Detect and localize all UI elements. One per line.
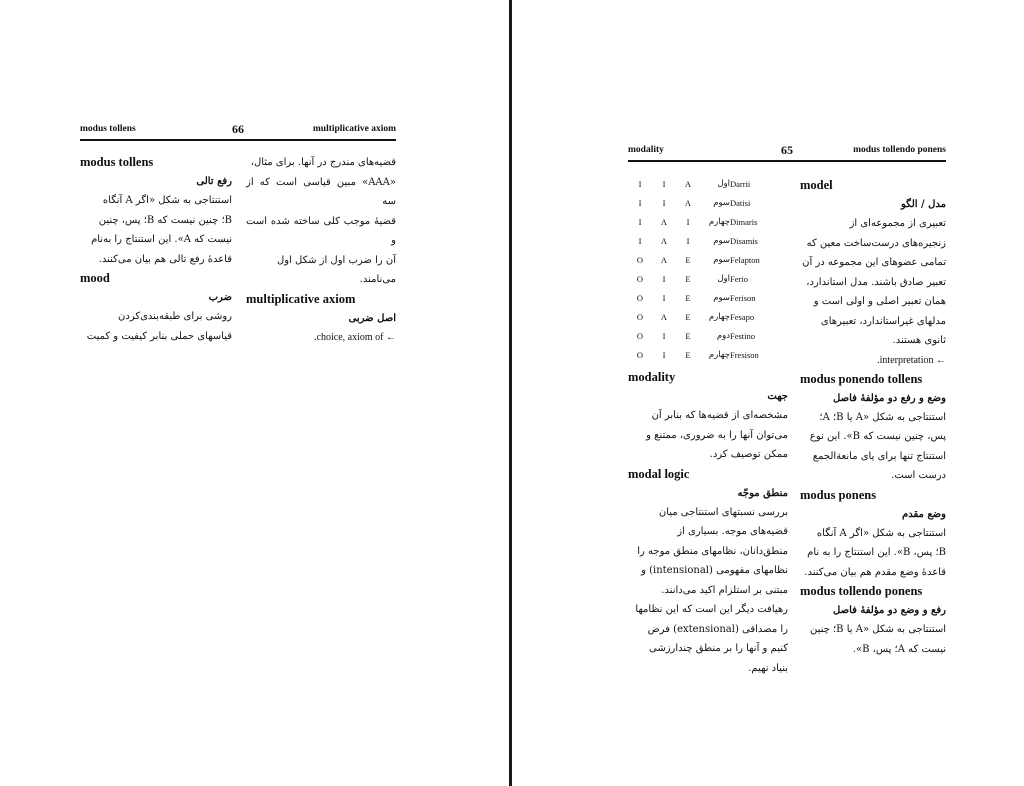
mood-name: Datisi [730,197,751,208]
definition-line: قضیه‌های موجه. بسیاری از [677,526,788,537]
mood-row [628,326,786,345]
definition-line: می‌نامند. [359,274,396,285]
definition-line: مبتنی بر استلزام اکید می‌دانند. [661,584,788,596]
mood-figure: سوم [713,254,730,265]
mood-letter-1: O [636,330,644,341]
definition-line: منطق‌دانان، نظامهای منطق موجه را [637,545,788,557]
mood-letter-1: I [638,178,642,189]
syllogism-mood-table [628,174,786,364]
entry [628,465,788,679]
mood-letter-1: I [638,216,642,227]
definition-line: قضیهٔ موجب کلی ساخته شده است و [246,215,396,246]
headword: modality [628,370,676,384]
persian-term: رفع و وضع دو مؤلفهٔ فاصل [833,605,946,616]
mood-row [628,269,786,288]
cross-reference: ← choice, axiom of. [314,331,396,343]
entry [800,176,946,370]
mood-letter-3: E [685,292,691,303]
headword: multiplicative axiom [246,291,356,306]
mood-row [628,288,786,307]
right-page-column-1 [628,172,788,678]
persian-term: منطق موجّه [737,487,788,499]
definition-line: همان تعبیر اصلی و اولی است و [813,296,946,307]
left-guide-word-first: modus tollens [80,124,136,134]
definition-line: کنیم و آنها را بر منطق چندارزشی [649,643,788,654]
mood-letter-1: I [638,235,642,246]
left-guide-word-last: multiplicative axiom [312,124,396,134]
definition-line: نظامهای مفهومی (intensional) و [641,565,788,576]
headword: modus ponendo tollens [800,371,923,386]
definition-line: استنتاجی به شکل «اگر A آنگاه [816,527,946,539]
persian-term: مدل / الگو [901,199,946,210]
mood-letter-3: E [685,330,691,341]
right-guide-word-first: modality [628,145,664,155]
entry [800,370,946,486]
mood-letter-2: I [662,273,666,284]
mood-figure: اول [717,273,730,284]
definition-line: پس، چنین نیست که B». این نوع [809,431,946,442]
mood-figure: دوم [716,330,730,341]
mood-letter-3: A [684,178,692,189]
persian-term: وضع مقدم [902,508,946,520]
mood-letter-3: I [686,216,690,227]
definition-line: نیست که A؛ پس، B». [852,643,946,655]
mood-letter-1: I [638,197,642,208]
mood-name: Dimaris [730,216,758,227]
mood-letter-2: A [660,311,668,322]
headword: modus ponens [800,487,877,502]
definition-line: زنجیره‌های درست‌ساخت معین که [806,237,946,249]
definition-line: نیست که A». این استنتاج را به‌نام [91,234,232,245]
cross-reference: ← interpretation. [877,354,946,366]
left-page-column-1 [80,153,232,347]
left-head-rule [80,139,396,141]
right-page [628,143,946,678]
persian-term: اصل ضربی [348,312,396,324]
mood-letter-3: I [686,235,690,246]
entry [800,486,946,583]
headword: mood [80,271,110,285]
definition-line: استنتاجی به شکل «A یا B؛ چنین [809,624,946,635]
mood-figure: سوم [713,197,730,208]
definition-line: تمامی عضوهای این مجموعه در آن [802,257,946,268]
headword: modal logic [628,466,690,481]
mood-name: Fesapo [730,311,755,322]
mood-letter-3: E [685,349,691,360]
definition-line: ثانوی هستند. [892,335,946,346]
definition-line: استنتاجی به شکل «اگر A آنگاه [102,195,232,206]
left-running-head [80,122,396,137]
left-page-column-2 [246,153,396,347]
definition-line: قیاسهای حملی بنابر کیفیت و کمیت [86,330,232,342]
persian-term: وضع و رفع دو مؤلفهٔ فاصل [833,392,946,404]
mood-figure: اول [717,178,730,189]
right-page-column-2 [800,172,946,678]
book-gutter [509,0,512,786]
mood-letter-3: E [685,311,691,322]
definition-line: بررسی نسبتهای استنتاجی میان [658,506,788,518]
mood-figure: سوم [713,235,730,246]
headword: modus tollendo ponens [800,584,923,598]
left-page-number: 66 [232,122,244,136]
mood-letter-1: O [636,254,644,265]
definition-line: استنتاجی به شکل «A یا B؛ A؛ [819,411,946,423]
definition-line: روشی برای طبقه‌بندی‌کردن [118,311,232,322]
right-page-number: 65 [781,143,793,157]
right-running-head [628,143,946,158]
mood-letter-3: E [685,254,691,265]
definition-line: B؛ چنین نیست که B؛ پس، چنین [98,214,232,226]
continued-definition [246,153,396,290]
mood-letter-2: I [662,349,666,360]
mood-row [628,307,786,326]
definition-line: قاعدهٔ رفع تالی هم بیان می‌کنند. [98,253,232,265]
mood-figure: چهارم [708,311,730,322]
mood-row [628,212,786,231]
left-page [80,122,396,347]
mood-figure: سوم [713,292,730,303]
entry [246,290,396,347]
mood-letter-2: A [660,254,668,265]
mood-name: Darrii [730,178,751,189]
mood-row [628,231,786,250]
mood-letter-2: I [662,330,666,341]
mood-name: Ferison [730,292,756,303]
mood-letter-2: I [662,197,666,208]
definition-line: استنتاج تنها برای یای مانعةالجمع [812,450,946,462]
definition-line: قضیه‌های مندرج در آنها. برای مثال، [250,157,396,168]
mood-letter-2: I [662,178,666,189]
definition-line: B؛ پس، B». این استنتاج را به نام [807,547,946,558]
mood-figure: چهارم [708,349,730,360]
mood-figure: چهارم [708,216,730,227]
definition-line: آن را ضرب اول از شکل اول [276,254,396,266]
mood-letter-3: A [684,197,692,208]
definition-line: رهیافت دیگر این است که این نظامها [635,604,788,615]
definition-line: قاعدهٔ وضع مقدم هم بیان می‌کنند. [804,566,946,578]
mood-letter-1: O [636,311,644,322]
definition-line: را مصداقی (extensional) فرض [647,623,788,635]
mood-name: Disamis [730,235,758,246]
entry [628,368,788,465]
mood-row [628,193,786,212]
mood-name: Festino [730,330,756,341]
definition-line: مدلهای غیراستاندارد، تعبیرهای [820,315,946,327]
definition-line: مشخصه‌ای از قضیه‌ها که بنابر آن [651,410,788,421]
mood-letter-2: A [660,235,668,246]
entry [800,582,946,659]
definition-line: ممکن توصیف کرد. [709,449,788,460]
definition-line: «AAA» مبین قیاسی است که از سه [246,176,396,207]
definition-line: درست است. [891,470,946,481]
mood-letter-1: O [636,292,644,303]
headword: model [800,178,833,192]
definition-line: تعبیری از مجموعه‌ای از [849,218,946,229]
definition-line: بنیاد نهیم. [748,662,788,674]
mood-name: Fresison [730,349,759,360]
mood-letter-1: O [636,349,644,360]
mood-name: Felapton [730,254,760,265]
mood-row [628,345,786,364]
right-head-rule [628,160,946,162]
mood-letter-3: E [685,273,691,284]
mood-name: Ferio [730,273,748,284]
mood-row [628,250,786,269]
persian-term: جهت [767,391,788,402]
mood-letter-2: I [662,292,666,303]
mood-letter-2: A [660,216,668,227]
definition-line: می‌توان آنها را به ضروری، ممتنع و [646,429,788,441]
persian-term: ضرب [208,292,232,303]
headword: modus tollens [80,155,154,169]
right-guide-word-last: modus tollendo ponens [853,145,946,155]
definition-line: تعبیر صادق باشند. مدل استاندارد، [806,276,946,288]
mood-row [628,174,786,193]
entry [80,269,232,346]
entry [80,153,232,269]
mood-letter-1: O [636,273,644,284]
persian-term: رفع تالی [196,176,232,187]
